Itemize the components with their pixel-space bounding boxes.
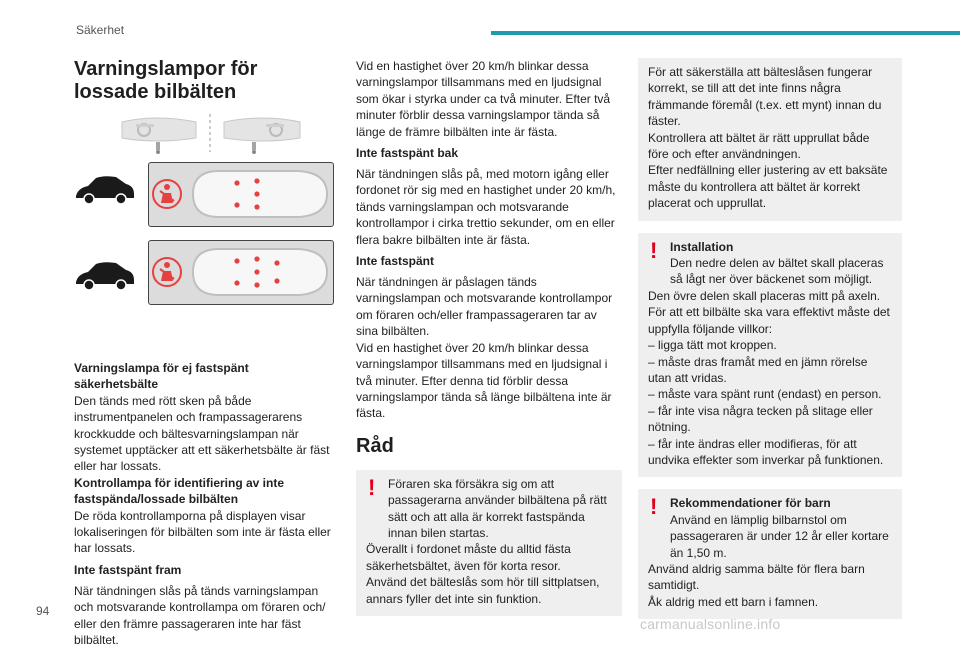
- children-title: Rekommendationer för barn: [670, 496, 831, 511]
- installation-title: Installation: [670, 239, 734, 254]
- installation-warning-box: [638, 233, 902, 478]
- advice-line-1: Föraren ska försäkra sig om att passagerarna använder bilbältena på rätt sätt och att alla är korrekt fastspända innan bilen startas.: [388, 476, 607, 540]
- header-accent-bar: [491, 31, 960, 35]
- column-middle: [356, 58, 622, 616]
- page-title: Varningslampor för lossade bilbälten: [74, 58, 258, 103]
- column-right: [638, 58, 902, 619]
- header-section: Säkerhet: [76, 23, 125, 37]
- installation-line-1: Den nedre delen av bältet skall placeras så lågt ner över bäckenet som möjligt.: [670, 256, 884, 287]
- children-line-1: Använd en lämplig bilbarnstol om passageraren är under 12 år eller kortare än 1,50 m.: [670, 512, 889, 560]
- warning-exclamation-icon: !: [650, 237, 658, 263]
- unfastened-text-2: Vid en hastighet över 20 km/h blinkar dessa varningslampor tillsammans med en ljudsignal i två minuter. Efter denna tid förblir dessa varningslampor tända så länge bilbältena inte är fästa.: [356, 340, 612, 421]
- advice-line-2: Överallt i fordonet måste du alltid fästa säkerhetsbältet, även för korta resor.: [366, 542, 571, 573]
- note-line-3: Efter nedfällning eller justering av ett baksäte måste du kontrollera att bältet är korrekt placerat och upprullat.: [648, 163, 888, 211]
- installation-line-2: Den övre delen skall placeras mitt på axeln.: [648, 288, 881, 303]
- seatbelt-display-7-seats: [148, 240, 334, 305]
- rear-unfastened-heading: Inte fastspänt bak: [356, 146, 459, 161]
- front-unfastened-text: När tändningen slås på tänds varningslampan och motsvarande kontrollampa om föraren och/ eller den främre passageraren inte har fäst bilbältet.: [74, 583, 326, 648]
- children-warning-box: [638, 489, 902, 619]
- note-line-2: Kontrollera att bältet är rätt upprullat både före och efter användningen.: [648, 130, 870, 162]
- installation-item: – måste vara spänt runt (endast) en person.: [648, 387, 882, 402]
- children-line-3: Åk aldrig med ett barn i famnen.: [648, 594, 819, 609]
- car-silhouette-icon: [74, 174, 136, 206]
- note-line-1: För att säkerställa att bälteslåsen fungerar korrekt, se till att det inte finns några främmande föremål (t.ex. ett mynt) innan du fäster.: [648, 65, 882, 129]
- installation-item: – måste dras framåt med en jämn rörelse utan att vridas.: [648, 354, 868, 385]
- installation-item: – får inte visa några tecken på slitage eller nötning.: [648, 403, 873, 435]
- control-lamp-text: De röda kontrollamporna på displayen visar lokaliseringen för bilbälten som inte är fästa eller har lossats.: [74, 508, 331, 556]
- advice-line-3: Använd det bälteslås som hör till sittplatsen, annars fyller det inte sin funktion.: [366, 575, 600, 606]
- rearview-mirror-icon: [116, 112, 306, 162]
- buckle-note-box: [638, 58, 902, 221]
- children-line-2: Använd aldrig samma bälte för flera barn samtidigt.: [648, 561, 865, 593]
- lamp-text: Den tänds med rött sken på både instrumentpanelen och frampassagerarens krockkudde och bältesvarningslampan när systemet upptäcker att ett säkerhetsbälte är fäst eller har lossats.: [74, 393, 330, 474]
- unfastened-heading: Inte fastspänt: [356, 254, 435, 269]
- page-number: 94: [36, 604, 50, 618]
- lamp-title: Varningslampa för ej fastspänt säkerhetsbälte: [74, 361, 249, 392]
- advice-warning-box: [356, 470, 622, 616]
- advice-heading: Råd: [356, 434, 394, 457]
- rear-unfastened-text: När tändningen slås på, med motorn igång eller fordonet rör sig med en hastighet under 20 km/h, tänds varningslampan och motsvarande kontrollampor i cirka trettio sekunder, om en eller flera bakre bilbälten inte är fästa.: [356, 167, 616, 247]
- front-unfastened-continued: Vid en hastighet över 20 km/h blinkar dessa varningslampor tillsammans med en ljudsignal som ökar i styrka under ca två minuter. Efter två minuter förblir dessa varningslampor tända så länge de främre bilbälten inte är fästa.: [356, 59, 611, 139]
- watermark: carmanualsonline.info: [640, 616, 781, 632]
- warning-exclamation-icon: !: [650, 494, 658, 520]
- installation-item: – får inte ändras eller modifieras, för att undvika effekter som inverkar på funktionen.: [648, 436, 884, 467]
- warning-exclamation-icon: !: [368, 474, 376, 500]
- front-unfastened-heading: Inte fastspänt fram: [74, 562, 182, 577]
- column-left: [74, 58, 336, 649]
- seatbelt-illustration: [74, 112, 336, 306]
- installation-line-3: För att ett bilbälte ska vara effektivt måste det uppfylla följande villkor:: [648, 305, 890, 336]
- car-silhouette-icon: [74, 260, 136, 292]
- seatbelt-display-5-seats: [148, 162, 334, 227]
- control-lamp-title: Kontrollampa för identifiering av inte fastspända/lossade bilbälten: [74, 475, 285, 507]
- installation-item: – ligga tätt mot kroppen.: [648, 338, 777, 353]
- unfastened-text: När tändningen är påslagen tänds varningslampan och motsvarande kontrollampor om föraren och/eller frampassageraren tar av sina bilbälten.: [356, 275, 613, 339]
